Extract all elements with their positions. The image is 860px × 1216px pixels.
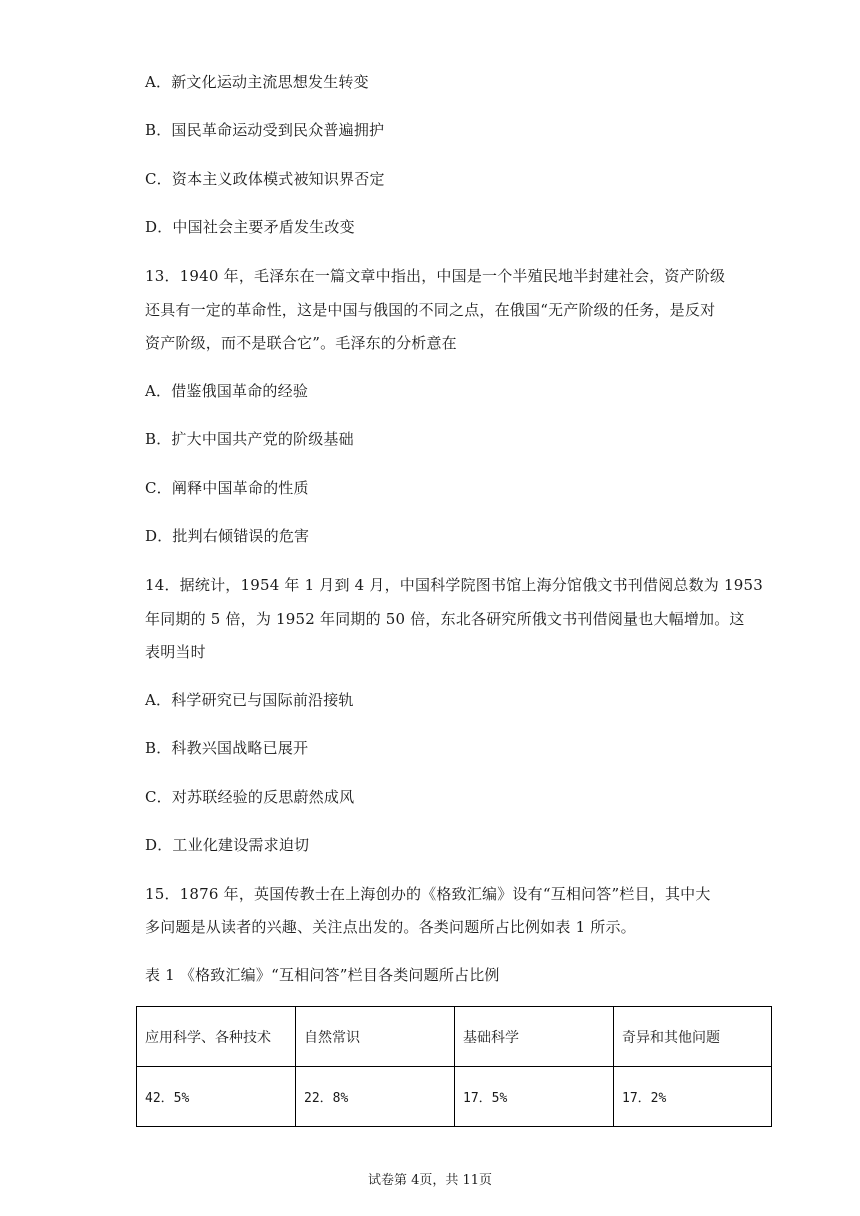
table-header-cell: 应用科学、各种技术: [137, 1007, 296, 1067]
page-footer: 试卷第 4页，共 11页: [367, 1173, 493, 1188]
table-header-row: [137, 1007, 772, 1067]
q14-option-b: B．科教兴国战略已展开: [145, 739, 309, 757]
q12-option-d: D．中国社会主要矛盾发生改变: [145, 218, 355, 236]
q13-option-c: C．阐释中国革命的性质: [145, 479, 309, 497]
table-value-cell: 17．5%: [455, 1067, 614, 1127]
q13-option-d: D．批判右倾错误的危害: [145, 527, 310, 545]
q14-stem-line-1: 14．据统计，1954 年 1 月到 4 月，中国科学院图书馆上海分馆俄文书刊借阅总数为 1953: [145, 576, 763, 594]
q15-stem-line-1: 15．1876 年，英国传教士在上海创办的《格致汇编》设有“互相问答”栏目，其中大: [145, 885, 711, 903]
q15-stem-line-2: 多问题是从读者的兴趣、关注点出发的。各类问题所占比例如表 1 所示。: [145, 918, 636, 936]
q13-stem-line-3: 资产阶级，而不是联合它”。毛泽东的分析意在: [145, 334, 457, 352]
table-value-cell: 42．5%: [137, 1067, 296, 1127]
table-value-cell: 22．8%: [296, 1067, 455, 1127]
table-header-cell: 奇异和其他问题: [614, 1007, 772, 1067]
q12-option-b: B．国民革命运动受到民众普遍拥护: [145, 121, 385, 139]
q14-option-c: C．对苏联经验的反思蔚然成风: [145, 788, 355, 806]
q12-option-c: C．资本主义政体模式被知识界否定: [145, 170, 385, 188]
table-header-cell: 基础科学: [455, 1007, 614, 1067]
table-value-cell: 17．2%: [614, 1067, 772, 1127]
q13-stem-line-2: 还具有一定的革命性，这是中国与俄国的不同之点，在俄国“无产阶级的任务，是反对: [145, 301, 716, 319]
question-category-table: [136, 1006, 772, 1127]
q13-stem-line-1: 13．1940 年，毛泽东在一篇文章中指出，中国是一个半殖民地半封建社会，资产阶级: [145, 267, 726, 285]
q14-option-a: A．科学研究已与国际前沿接轨: [145, 691, 354, 709]
q12-option-a: A．新文化运动主流思想发生转变: [145, 73, 369, 91]
q14-stem-line-3: 表明当时: [145, 643, 206, 661]
q14-stem-line-2: 年同期的 5 倍，为 1952 年同期的 50 倍，东北各研究所俄文书刊借阅量也大幅增加。这: [145, 610, 745, 628]
table-caption: 表 1 《格致汇编》“互相问答”栏目各类问题所占比例: [145, 966, 500, 984]
q14-option-d: D．工业化建设需求迫切: [145, 836, 310, 854]
q13-option-b: B．扩大中国共产党的阶级基础: [145, 430, 354, 448]
table-header-cell: 自然常识: [296, 1007, 455, 1067]
table-value-row: [137, 1067, 772, 1127]
q13-option-a: A．借鉴俄国革命的经验: [145, 382, 309, 400]
